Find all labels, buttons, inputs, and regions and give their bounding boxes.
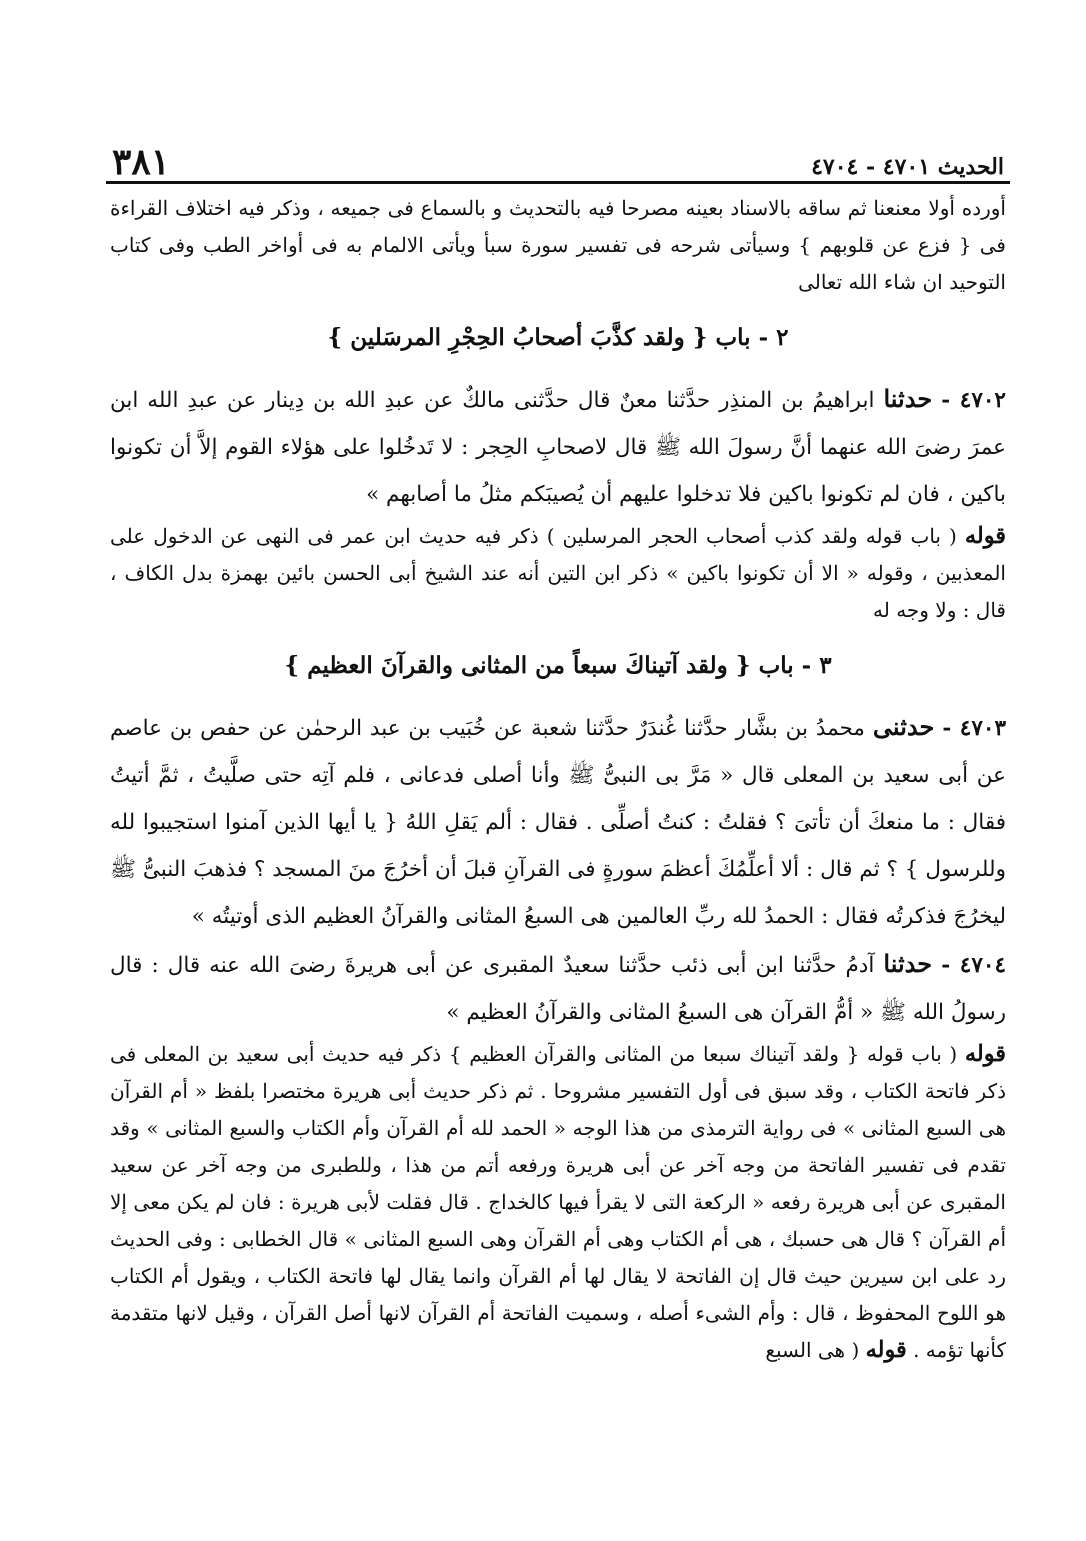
hadith-text: محمدُ بن بشَّار حدَّثنا غُندَرٌ حدَّثنا شعبة عن خُبَيب بن عبد الرحمٰن عن حفص بن عاصم عن أبى سعيد بن المعلى قال « مَرَّ بى النبىُّ ﷺ وأنا أصلى فدعانى ، فلم آتِه حتى صلَّيتُ ، ثمَّ أتيتُ فقال : ما منعكَ أن تأتىَ ؟ فقلتُ : كنتُ أصلِّى . فقال : ألم يَقلِ اللهُ { يا أيها الذين آمنوا استجيبوا لله وللرسول } ؟ ثم قال : ألا أعلِّمُكَ أعظمَ سورةٍ فى القرآنِ قبلَ أن أخرُجَ منَ المسجد ؟ فذهبَ النبىُّ ﷺ ليخرُجَ فذكرتُه فقال : الحمدُ لله ربِّ العالمين هى السبعُ المثانى والقرآنُ العظيم الذى أوتيتُه » — [110, 716, 1006, 929]
commentary-keyword: قوله — [865, 1337, 907, 1363]
page-number: ٣٨١ — [112, 141, 171, 183]
commentary-keyword: قوله — [964, 523, 1006, 549]
hadith-4702 — [110, 375, 1006, 518]
commentary-paragraph — [110, 518, 1006, 629]
header-rule — [106, 181, 1010, 184]
chapter-heading: ٢ - باب { ولقد كذَّبَ أصحابُ الحِجْرِ المرسَلين } — [327, 324, 789, 351]
commentary-paragraph — [110, 1036, 1006, 1369]
hadith-text: ابراهيمُ بن المنذِر حدَّثنا معنٌ قال حدَّثنى مالكٌ عن عبدِ الله بن دِينار عن عبدِ الله ابن عمرَ رضىَ الله عنهما أنَّ رسولَ الله ﷺ قال لاصحابِ الحِجر : لا تَدخُلوا على هؤلاء القوم إلاَّ أن تكونوا باكين ، فان لم تكونوا باكين فلا تدخلوا عليهم أن يُصيبَكم مثلُ ما أصابهم » — [110, 388, 1006, 507]
hadith-keyword: حدثنا — [883, 949, 933, 978]
commentary-paragraph: أورده أولا معنعنا ثم ساقه بالاسناد بعينه مصرحا فيه بالتحديث و بالسماع فى جميعه ، وذكر فيه اختلاف القراءة فى { فزع عن قلوبهم } وسيأتى شرحه فى تفسير سورة سبأ ويأتى الالمام به فى أواخر الطب وفى كتاب التوحيد ان شاء الله تعالى — [110, 196, 1006, 294]
page-body — [110, 190, 1006, 1369]
hadith-text: آدمُ حدَّثنا ابن أبى ذئب حدَّثنا سعيدٌ المقبرى عن أبى هريرةَ رضىَ الله عنه قال : قال رسولُ الله ﷺ « أمُّ القرآن هى السبعُ المثانى والقرآنُ العظيم » — [110, 953, 1006, 1025]
hadith-number: ٤٧٠٢ - — [941, 388, 1006, 413]
chapter-heading: ٣ - باب { ولقد آتيناكَ سبعاً من المثانى والقرآنَ العظيم } — [284, 652, 832, 679]
hadith-keyword: حدثنا — [883, 384, 933, 413]
commentary-text: ( باب قوله ولقد كذب أصحاب الحجر المرسلين ) ذكر فيه حديث ابن عمر فى النهى عن الدخول على المعذبين ، وقوله « الا أن تكونوا باكين » ذكر ابن التين أنه عند الشيخ أبى الحسن بائين بهمزة بدل الكاف ، قال : ولا وجه له — [110, 524, 1006, 622]
running-head: الحديث ٤٧٠١ - ٤٧٠٤ — [811, 154, 1004, 180]
hadith-4703 — [110, 703, 1006, 940]
commentary-keyword: قوله — [964, 1041, 1006, 1067]
hadith-4704 — [110, 940, 1006, 1036]
commentary-text: ( هى السبع — [765, 1338, 860, 1362]
page-header — [112, 128, 1004, 183]
commentary-text: ( باب قوله { ولقد آتيناك سبعا من المثانى والقرآن العظيم } ذكر فيه حديث أبى سعيد بن المعلى فى ذكر فاتحة الكتاب ، وقد سبق فى أول التفسير مشروحا . ثم ذكر حديث أبى هريرة مختصرا بلفظ « أم القرآن هى السبع المثانى » فى رواية الترمذى من هذا الوجه « الحمد لله أم القرآن وأم الكتاب والسبع المثانى » وقد تقدم فى تفسير الفاتحة من وجه آخر عن أبى هريرة ورفعه أتم من هذا ، وللطبرى من وجه آخر عن سعيد المقبرى عن أبى هريرة رفعه « الركعة التى لا يقرأ فيها كالخداج . قال فقلت لأبى هريرة : فان لم يكن معى إلا أم القرآن ؟ قال هى حسبك ، هى أم الكتاب وهى أم القرآن وهى السبع المثانى » قال الخطابى : وفى الحديث رد على ابن سيرين حيث قال إن الفاتحة لا يقال لها أم القرآن وانما يقال لها فاتحة الكتاب ، ويقول أم الكتاب هو اللوح المحفوظ ، قال : وأم الشىء أصله ، وسميت الفاتحة أم القرآن لانها أصل القرآن ، وقيل لانها متقدمة كأنها تؤمه . — [110, 1042, 1006, 1362]
hadith-number: ٤٧٠٤ - — [941, 953, 1006, 978]
hadith-number: ٤٧٠٣ - — [942, 716, 1006, 741]
hadith-keyword: حدثنى — [872, 712, 935, 741]
